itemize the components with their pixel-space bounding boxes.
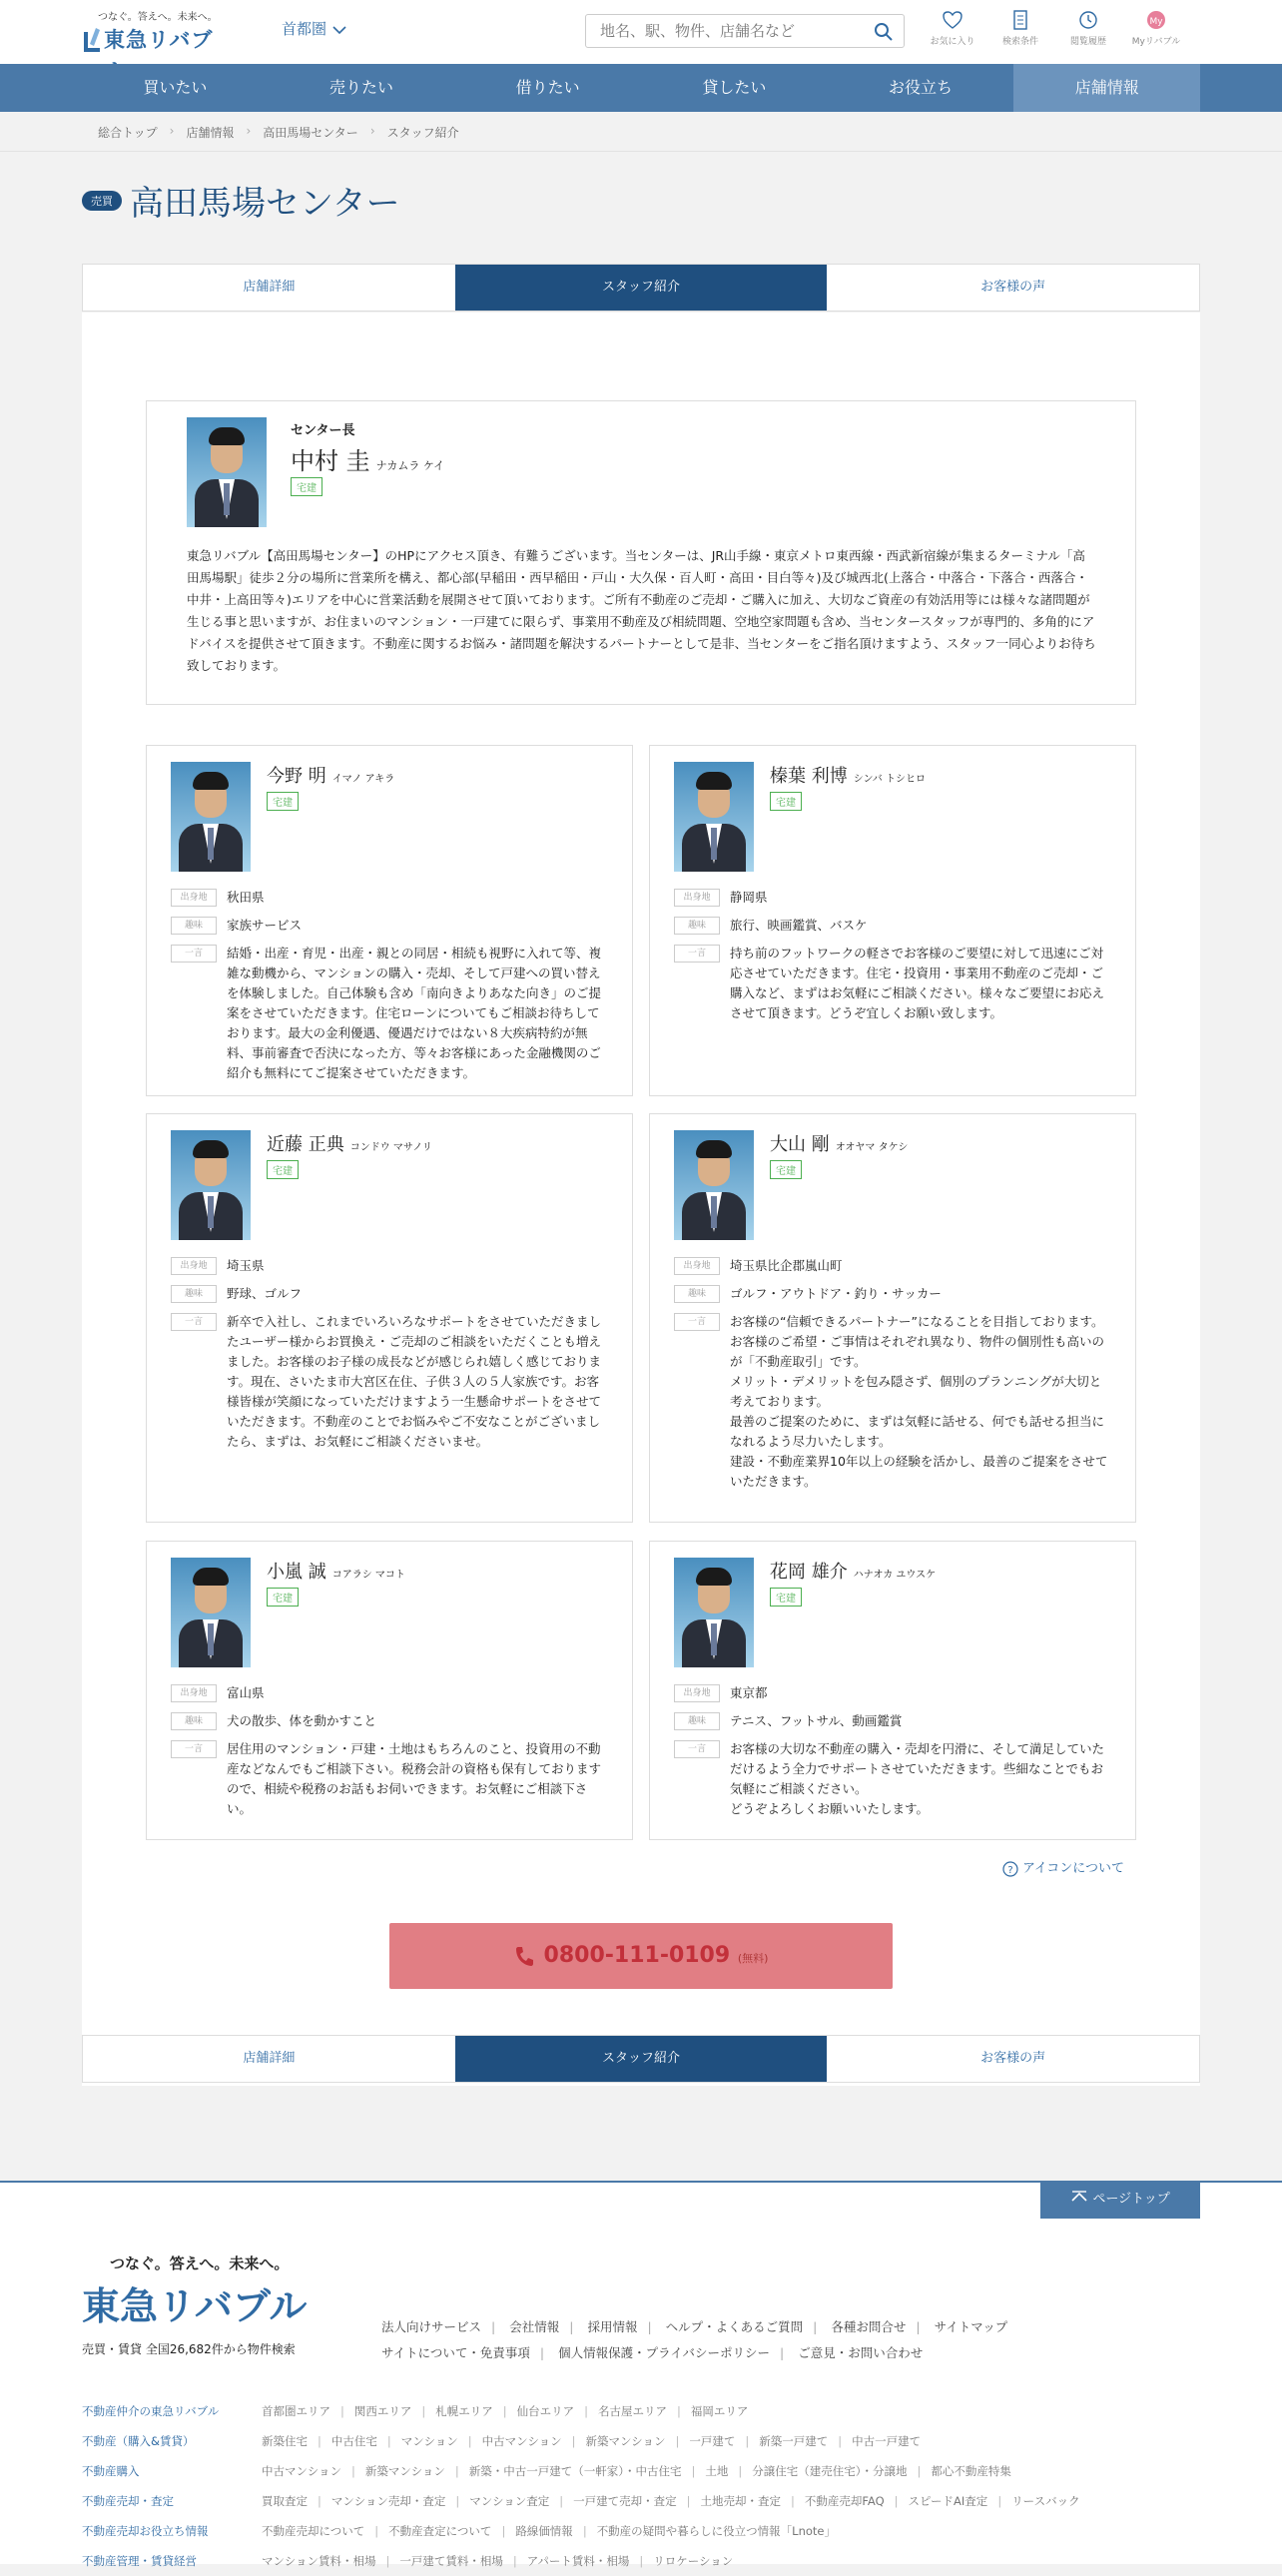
sitemap-link[interactable]: 不動産売却について [262, 2524, 365, 2538]
page-heading: 高田馬場センター [130, 184, 400, 224]
footer-link[interactable]: 法人向けサービス [381, 2319, 482, 2334]
comment-value: お客様の大切な不動産の購入・売却を円滑に、そして満足していただけるよう全力でサポートさせていただきます。些細なことでもお気軽にご相談ください。 どうぞよろしくお願いいたします。 [730, 1741, 1105, 1816]
saved-search-label: 検索条件 [1001, 37, 1038, 47]
sitemap-link[interactable]: 中古一戸建て [852, 2434, 922, 2448]
staff-name [267, 1558, 405, 1584]
comment-value: 新卒で入社し、これまでいろいろなサポートをさせていただきましたユーザー様からお買換え・ご売却のご相談をいただくことも増えました。お客様のお子様の成長などが感じられ嬉しく感じております。現在、さいたま市大宮区在住、子供３人の５人家族です。お客様皆様が笑顔になっていただけますよう一生懸命サポートをさせていただきます。不動産のことでお悩みやご不安なことがございましたら、まずは、お気軽にご相談くださいませ。 [227, 1314, 602, 1449]
staff-photo [674, 1558, 754, 1667]
sitemap-link[interactable]: 福岡エリア [690, 2404, 749, 2418]
page-top-label: ページトップ [1092, 2192, 1170, 2207]
sitemap-link[interactable]: 一戸建て賃料・相場 [399, 2554, 503, 2568]
footer-link[interactable]: 各種お問合せ [831, 2319, 907, 2334]
staff-card [649, 745, 1136, 1096]
sitemap-link[interactable]: 不動産査定について [388, 2524, 492, 2538]
license-badge: 宅建 [770, 1588, 802, 1607]
hobby-value: 犬の散歩、体を動かすこと [227, 1713, 377, 1728]
comment-label: 一言 [674, 945, 720, 963]
sitemap-heading[interactable]: 不動産管理・賃貸経営 [82, 2554, 197, 2568]
sitemap-link[interactable]: 新築マンション [585, 2434, 666, 2448]
license-badge: 宅建 [291, 477, 322, 496]
staff-card [649, 1113, 1136, 1523]
hobby-value: 旅行、映画鑑賞、バスケ [730, 918, 868, 933]
clock-icon [1077, 10, 1099, 30]
comment-label: 一言 [674, 1313, 720, 1331]
chevron-down-icon [332, 25, 346, 35]
staff-name [770, 1558, 936, 1584]
footer-tagline: つなぐ。答えへ。未来へ。 [110, 2254, 290, 2272]
document-icon [1009, 10, 1031, 30]
site-header [0, 0, 1282, 64]
tab-voices[interactable]: お客様の声 [980, 280, 1046, 295]
my-livable-link[interactable] [1122, 10, 1190, 47]
sitemap-heading[interactable]: 不動産（購入&賃貸） [82, 2434, 195, 2448]
license-badge: 宅建 [770, 792, 802, 811]
footer-link[interactable]: 会社情報 [509, 2319, 560, 2334]
comment-label: 一言 [171, 945, 217, 963]
staff-name [770, 1130, 908, 1156]
hometown-label: 出身地 [171, 889, 217, 907]
staff-photo [674, 1130, 754, 1240]
sitemap-link[interactable]: 土地 [705, 2464, 729, 2478]
sitemap-link[interactable]: リロケーション [653, 2554, 734, 2568]
sitemap-link[interactable]: 新築一戸建て [759, 2434, 829, 2448]
leader-card [146, 400, 1136, 705]
page-top-button[interactable] [1040, 2181, 1200, 2219]
hobby-value: ゴルフ・アウトドア・釣り・サッカー [730, 1286, 942, 1301]
footer-link[interactable]: サイトマップ [934, 2319, 1008, 2334]
sitemap-heading[interactable]: 不動産売却お役立ち情報 [82, 2524, 209, 2538]
footer-link[interactable]: ご意見・お問い合わせ [798, 2345, 924, 2360]
sitemap-heading[interactable]: 不動産購入 [82, 2464, 140, 2478]
hometown-value: 埼玉県 [227, 1258, 265, 1273]
sitemap-link[interactable]: リースバック [1011, 2494, 1080, 2508]
staff-name [770, 762, 926, 788]
staff-name-text: 花岡 雄介 [770, 1562, 848, 1583]
my-icon [1145, 10, 1167, 30]
sitemap-link[interactable]: 札幌エリア [435, 2404, 493, 2418]
hobby-value: 野球、ゴルフ [227, 1286, 303, 1301]
icon-about-link[interactable] [1002, 1857, 1124, 1877]
tab-voices[interactable]: お客様の声 [980, 2051, 1046, 2066]
staff-photo [171, 1130, 251, 1240]
breadcrumb-stores[interactable]: 店舗情報 [186, 126, 235, 140]
sitemap-heading[interactable]: 不動産売却・査定 [82, 2494, 174, 2508]
logo-brand: 東急リバブ [104, 28, 214, 52]
favorites-link[interactable] [919, 10, 986, 47]
sitemap-link[interactable]: 新築住宅 [262, 2434, 308, 2448]
store-tabs [82, 264, 1200, 312]
staff-kana: ハナオカ ユウスケ [853, 1570, 937, 1581]
saved-search-link[interactable] [986, 10, 1054, 47]
comment-label: 一言 [171, 1313, 217, 1331]
tel-number: 0800-111-0109 [543, 1943, 731, 1968]
nav-stores[interactable]: 店舗情報 [1013, 64, 1200, 112]
store-tabs-bottom [82, 2035, 1200, 2083]
footer-link[interactable]: ヘルプ・よくあるご質問 [665, 2319, 804, 2334]
license-badge: 宅建 [267, 1160, 299, 1179]
area-label: 首都圏 [282, 20, 327, 38]
search-icon[interactable] [874, 22, 894, 42]
comment-value: 結婚・出産・育児・出産・親との同居・相続も視野に入れて等、複雑な動機から、マンションの購入・売却、そして戸建への買い替えを体験しました。自己体験も含め「南向きよりあなた向き」のご提案をさせていただきます。住宅ローンについてもご相談お待ちしております。最大の金利優遇、優遇だけではない８大疾病特約が無料、事前審査で否決になった方、等々お客様にあった金融機関のご紹介も無料にてご提案させていただきます。 [227, 946, 602, 1080]
hobby-label: 趣味 [674, 917, 720, 935]
hobby-label: 趣味 [674, 1285, 720, 1303]
hobby-value: 家族サービス [227, 918, 303, 933]
sitemap-link[interactable]: 買取査定 [262, 2494, 308, 2508]
area-selector[interactable] [282, 18, 346, 39]
breadcrumb [0, 112, 1282, 152]
sitemap-link[interactable]: 新築・中古一戸建て（一軒家）・中古住宅 [468, 2464, 682, 2478]
footer-logo[interactable] [82, 2253, 307, 2357]
hometown-value: 埼玉県比企郡嵐山町 [730, 1258, 843, 1273]
hobby-label: 趣味 [674, 1712, 720, 1730]
hometown-label: 出身地 [674, 1684, 720, 1702]
leader-name [291, 441, 444, 476]
sitemap-link[interactable]: 名古屋エリア [598, 2404, 667, 2418]
sitemap-link[interactable]: 路線価情報 [515, 2524, 573, 2538]
sitemap-link[interactable]: 一戸建て [689, 2434, 736, 2448]
my-livable-label: Myリバブル [1131, 37, 1181, 47]
sitemap-link[interactable]: 関西エリア [353, 2404, 412, 2418]
sitemap-link[interactable]: マンション売却・査定 [330, 2494, 446, 2508]
phone-icon [514, 1945, 534, 1967]
sitemap-link[interactable]: 中古マンション [262, 2464, 341, 2478]
leader-name-text: 中村 圭 [291, 447, 370, 475]
brand-logo[interactable] [80, 8, 220, 56]
tab-staff[interactable]: スタッフ紹介 [455, 2036, 828, 2082]
footer-link[interactable]: 個人情報保護・プライバシーポリシー [558, 2345, 770, 2360]
staff-name [267, 762, 394, 788]
footer-sitemap: 不動産仲介の東急リバブル 首都圏エリア | 関西エリア | 札幌エリア | 仙台エリア | 名古屋エリア | 福岡エリア 不動産（購入&賃貸） 新築住宅 | 中古住宅 | マンション | 中古マンション | 新築マンション | 一戸建て | 新築一戸建て | 中古一戸建て 不動産購入 中古マンション | 新築マンション | 新築・中古一戸建て（一軒家）・中古住宅 | 土地 | 分譲住宅（建売住宅）・分譲地 | 都心不動産特集 不動産売却・査定 買取査定 | マンション売却・査定 | マンション査定 | 一戸建て売却・査定 | 土地売却・査定 | 不動産売却FAQ | スピードAI査定 | リースバック 不動産売却お役立ち情報 不動産売却について | 不動産査定について | 路線価情報 | 不動産の疑問や暮らしに役立つ情報「Lnote」 不動産管理・賃貸経営 マンション賃料・相場 | 一戸建て賃料・相場 | アパート賃料・相場 | リロケーション [82, 2396, 1200, 2576]
hometown-label: 出身地 [674, 889, 720, 907]
leader-photo [187, 417, 267, 527]
history-link[interactable] [1054, 10, 1122, 47]
sitemap-link[interactable]: 不動産売却FAQ [804, 2494, 885, 2508]
sitemap-link[interactable]: マンション [400, 2434, 458, 2448]
site-footer [0, 2181, 1282, 2568]
sitemap-link[interactable]: アパート賃料・相場 [526, 2554, 630, 2568]
hobby-label: 趣味 [171, 917, 217, 935]
staff-photo [171, 1558, 251, 1667]
hometown-value: 東京都 [730, 1685, 768, 1700]
tab-store-detail[interactable]: 店舗詳細 [243, 280, 296, 295]
header-icons [919, 10, 1190, 47]
breadcrumb-current: スタッフ紹介 [386, 126, 459, 140]
sitemap-link[interactable]: 分譲住宅（建売住宅）・分譲地 [752, 2464, 908, 2478]
sitemap-heading[interactable]: 不動産仲介の東急リバブル [82, 2404, 220, 2418]
sitemap-link[interactable]: 中古住宅 [330, 2434, 377, 2448]
leader-message: 東急リバブル【高田馬場センター】のHPにアクセス頂き、有難うございます。当センターは、JR山手線・東京メトロ東西線・西武新宿線が集まるターミナル「高田馬場駅」徒歩２分の場所に営業所を構え、都心部(早稲田・西早稲田・戸山・大久保・百人町・高田・目白等々)及び城西北(上落合・中落合・下落合・西落合・中井・上高田等々)エリアを中心に営業活動を展開させて頂いております。ご所有不動産のご売却・ご購入に加え、大切なご資産の有効活用等には様々な諸問題が生じる事と思いますが、お住まいのマンション・一戸建てに限らず、事業用不動産及び相続問題、空地空家問題も含め、当センタースタッフが専門的、多角的にアドバイスを提供させて頂きます。不動産に関するお悩み・諸問題を解決するパートナーとして是非、当センターをご指名頂けますよう、スタッフ一同心よりお待ち致しております。 [187, 548, 1096, 673]
sitemap-link[interactable]: 不動産の疑問や暮らしに役立つ情報「Lnote」 [596, 2524, 837, 2538]
tel-button[interactable] [389, 1923, 893, 1989]
staff-name-text: 榛葉 利博 [770, 766, 848, 787]
question-icon [1002, 1861, 1018, 1877]
search-input[interactable] [586, 15, 856, 47]
tab-staff[interactable]: スタッフ紹介 [455, 265, 828, 311]
tab-store-detail[interactable]: 店舗詳細 [243, 2051, 296, 2066]
sitemap-link[interactable]: 土地売却・査定 [700, 2494, 781, 2508]
leader-kana: ナカムラ ケイ [375, 459, 445, 472]
hometown-value: 静岡県 [730, 890, 768, 905]
sitemap-link[interactable]: 仙台エリア [516, 2404, 575, 2418]
hobby-value: テニス、フットサル、動画鑑賞 [730, 1713, 903, 1728]
staff-name-text: 大山 剛 [770, 1134, 830, 1155]
hometown-label: 出身地 [171, 1257, 217, 1275]
staff-photo [674, 762, 754, 872]
logo-tagline: つなぐ。答えへ。未来へ。 [98, 12, 218, 23]
staff-kana: オオヤマ タケシ [835, 1142, 909, 1153]
history-label: 閲覧履歴 [1069, 37, 1106, 47]
sitemap-link[interactable]: 一戸建て売却・査定 [573, 2494, 677, 2508]
leader-role: センター長 [291, 423, 355, 438]
sitemap-link[interactable]: マンション賃料・相場 [262, 2554, 376, 2568]
hobby-label: 趣味 [171, 1712, 217, 1730]
staff-card [146, 1541, 633, 1840]
hometown-value: 富山県 [227, 1685, 265, 1700]
comment-value: お客様の“信頼できるパートナー”になることを目指しております。 お客様のご希望・ご事情はそれぞれ異なり、物件の個別性も高いのが「不動産取引」です。 メリット・デメリットを包み隠さず、個別のプランニングが大切と考えております。 最善のご提案のために、まずは気軽に話せる、何でも話せる担当になれるよう尽力いたします。 建設・不動産業界10年以上の経験を活かし、最善のご提案をさせていただきます。 [730, 1314, 1108, 1489]
breadcrumb-separator: › [246, 124, 252, 138]
footer-links: 法人向けサービス | 会社情報 | 採用情報 | ヘルプ・よくあるご質問 | 各種お問合せ | サイトマップ サイトについて・免責事項 | 個人情報保護・プライバシーポリシー | ご意見・お問い合わせ [381, 2319, 1008, 2360]
footer-link[interactable]: 採用情報 [587, 2319, 638, 2334]
staff-card [649, 1541, 1136, 1840]
chevron-up-icon [1070, 2191, 1088, 2203]
comment-label: 一言 [674, 1740, 720, 1758]
sitemap-link[interactable]: 都心不動産特集 [931, 2464, 1011, 2478]
license-badge: 宅建 [267, 792, 299, 811]
staff-name-text: 今野 明 [267, 766, 326, 787]
favorites-label: お気に入り [930, 37, 975, 47]
staff-kana: コアラシ マコト [331, 1570, 405, 1581]
nav-buy[interactable]: 買いたい [143, 78, 208, 97]
license-badge: 宅建 [770, 1160, 802, 1179]
license-badge: 宅建 [267, 1588, 299, 1607]
footer-link[interactable]: サイトについて・免責事項 [381, 2345, 530, 2360]
tel-free: (無料) [737, 1952, 769, 1965]
comment-value: 持ち前のフットワークの軽さでお客様のご要望に対して迅速にご対応させていただきます。住宅・投資用・事業用不動産のご売却・ご購入など、まずはお気軽にご相談ください。様々なご要望にお応えさせて頂きます。どうぞ宜しくお願い致します。 [730, 946, 1105, 1020]
nav-rent[interactable]: 借りたい [515, 78, 580, 97]
staff-kana: コンドウ マサノリ [349, 1142, 432, 1153]
icon-about-label: アイコンについて [1022, 1861, 1125, 1876]
category-badge: 売買 [82, 191, 122, 211]
sitemap-link[interactable]: マンション査定 [469, 2494, 550, 2508]
sitemap-link[interactable]: 中古マンション [481, 2434, 562, 2448]
hometown-value: 秋田県 [227, 890, 265, 905]
nav-useful[interactable]: お役立ち [889, 78, 954, 97]
breadcrumb-top[interactable]: 総合トップ [98, 126, 158, 140]
global-nav [0, 64, 1282, 112]
staff-name-text: 小嵐 誠 [267, 1562, 326, 1583]
staff-card [146, 1113, 633, 1523]
staff-kana: イマノ アキラ [331, 774, 395, 785]
comment-value: 居住用のマンション・戸建・土地はもちろんのこと、投資用の不動産などなんでもご相談下さい。税務会計の資格も保有しておりますので、相続や税務のお話もお伺いできます。お気軽にご相談下さい。 [227, 1741, 602, 1816]
sitemap-link[interactable]: 首都圏エリア [262, 2404, 330, 2418]
site-search [585, 14, 905, 48]
staff-photo [171, 762, 251, 872]
heart-icon [942, 10, 963, 30]
staff-card [146, 745, 633, 1096]
staff-name-text: 近藤 正典 [267, 1134, 344, 1155]
sitemap-link[interactable]: スピードAI査定 [908, 2494, 988, 2508]
staff-kana: シンバ トシヒロ [853, 774, 926, 785]
nav-lease[interactable]: 貸したい [702, 78, 767, 97]
staff-name [267, 1130, 432, 1156]
page-title [82, 176, 400, 225]
svg-text:?: ? [1007, 1864, 1013, 1876]
logo-mark-icon [80, 26, 102, 52]
svg-text:My: My [1149, 17, 1163, 27]
footer-brand: 東急リバブル [82, 2284, 308, 2328]
property-count: 売買・賃貸 全国26,682件から物件検索 [82, 2342, 296, 2356]
breadcrumb-separator: › [169, 124, 175, 138]
breadcrumb-separator: › [369, 124, 375, 138]
hometown-label: 出身地 [674, 1257, 720, 1275]
staff-section [82, 313, 1200, 2086]
sitemap-link[interactable]: 新築マンション [364, 2464, 445, 2478]
hobby-label: 趣味 [171, 1285, 217, 1303]
hometown-label: 出身地 [171, 1684, 217, 1702]
nav-sell[interactable]: 売りたい [329, 78, 394, 97]
comment-label: 一言 [171, 1740, 217, 1758]
breadcrumb-center[interactable]: 高田馬場センター [263, 126, 358, 140]
